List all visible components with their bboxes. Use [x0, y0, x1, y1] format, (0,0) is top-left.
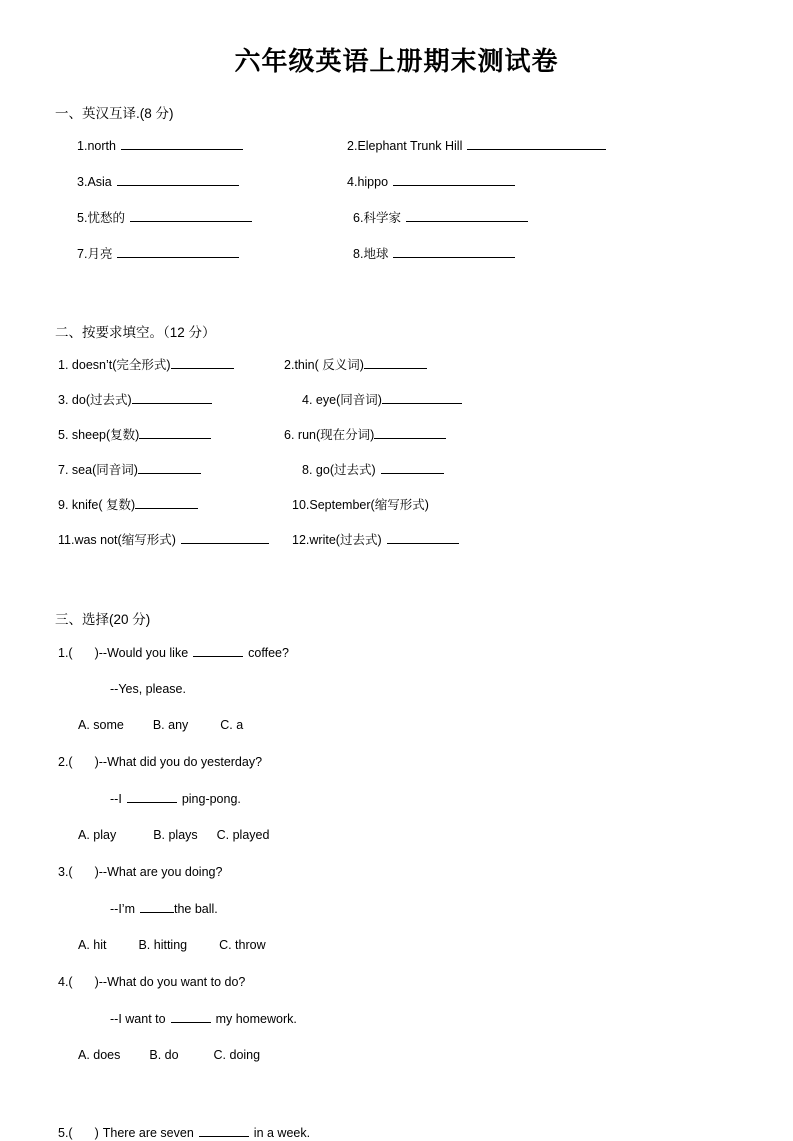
answer-paren[interactable]: ) — [94, 1125, 99, 1140]
section-heading-2: 二、按要求填空。（12 分） — [55, 324, 216, 340]
stem-text: --Would you like — [98, 645, 189, 660]
question-number: 5.( — [58, 1125, 73, 1140]
question-stem — [58, 755, 738, 770]
option-b[interactable]: B. plays — [153, 827, 198, 842]
item-text: run(现在分词) — [297, 428, 375, 443]
item-text: sea(同音词) — [71, 463, 138, 478]
section-2-word-form-items — [55, 341, 738, 548]
question-number: 2.( — [58, 754, 73, 769]
item-text: knife( 复数) — [71, 498, 136, 513]
word-form-item-12 — [284, 532, 738, 548]
translation-item-7 — [77, 246, 347, 262]
word-form-item-8 — [284, 462, 738, 478]
reply-text: --Yes, please. — [110, 681, 186, 696]
question-reply-line — [58, 1011, 738, 1027]
stem-text: --What do you want to do? — [98, 974, 246, 989]
item-text: was not(缩写形式) — [74, 533, 176, 548]
word-form-item-11 — [58, 532, 284, 548]
option-b[interactable]: B. hitting — [138, 937, 188, 952]
page-title: 六年级英语上册期末测试卷 — [234, 46, 559, 76]
answer-blank[interactable] — [140, 901, 174, 913]
option-a[interactable]: A. some — [78, 717, 124, 732]
answer-blank[interactable] — [374, 427, 446, 439]
word-form-row — [58, 462, 738, 478]
item-number: 11. — [58, 533, 75, 548]
answer-paren[interactable]: ) — [94, 974, 99, 989]
item-text: sheep(复数) — [71, 428, 140, 443]
question-stem — [58, 975, 738, 990]
item-text: go(过去式) — [315, 463, 376, 478]
answer-blank[interactable] — [127, 791, 177, 803]
question-number: 1.( — [58, 645, 73, 660]
stem-text: --What did you do yesterday? — [98, 754, 263, 769]
translation-row — [77, 210, 738, 226]
item-number: 2. — [347, 138, 358, 153]
word-form-item-5 — [58, 427, 284, 443]
reply-text-before: --I’m — [110, 901, 135, 916]
word-form-row — [58, 392, 738, 408]
question-options — [58, 938, 738, 953]
word-form-item-2 — [284, 357, 738, 373]
answer-blank[interactable] — [364, 357, 427, 369]
answer-blank[interactable] — [138, 462, 201, 474]
option-c[interactable]: C. played — [216, 827, 270, 842]
item-text: Asia — [87, 174, 112, 189]
question-options — [58, 1048, 738, 1063]
item-number: 10. — [292, 498, 310, 513]
word-form-row — [58, 427, 738, 443]
answer-blank[interactable] — [139, 427, 211, 439]
answer-paren[interactable]: ) — [94, 754, 99, 769]
question-stem — [58, 865, 738, 880]
answer-blank[interactable] — [381, 462, 444, 474]
answer-blank[interactable] — [171, 1011, 211, 1023]
reply-text-before: --I want to — [110, 1011, 166, 1026]
option-b[interactable]: B. any — [152, 717, 189, 732]
reply-text-after: ping-pong. — [181, 791, 241, 806]
stem-text-after: coffee? — [248, 645, 289, 660]
item-number: 8. — [353, 246, 364, 261]
stem-text: There are seven — [102, 1125, 194, 1140]
item-text: 科学家 — [363, 210, 401, 225]
item-number: 8. — [302, 463, 313, 478]
answer-blank[interactable] — [393, 246, 515, 258]
answer-blank[interactable] — [121, 138, 243, 150]
item-number: 5. — [77, 210, 88, 225]
answer-blank[interactable] — [181, 532, 269, 544]
question-reply-line — [58, 791, 738, 807]
item-number: 1. — [77, 138, 88, 153]
answer-blank[interactable] — [467, 138, 606, 150]
word-form-item-7 — [58, 462, 284, 478]
question-number: 4.( — [58, 974, 73, 989]
translation-item-1 — [77, 138, 347, 154]
answer-blank[interactable] — [171, 357, 234, 369]
section-heading-3: 三、选择(20 分) — [55, 612, 151, 628]
answer-blank[interactable] — [132, 392, 212, 404]
answer-blank[interactable] — [199, 1125, 249, 1137]
translation-item-2 — [347, 138, 738, 154]
item-text: thin( 反义词) — [294, 358, 364, 373]
translation-row — [77, 138, 738, 154]
item-number: 9. — [58, 498, 69, 513]
answer-blank[interactable] — [193, 645, 243, 657]
stem-text: --What are you doing? — [98, 864, 223, 879]
translation-item-8 — [347, 246, 738, 262]
reply-text-after: the ball. — [174, 901, 218, 916]
translation-row — [77, 174, 738, 190]
item-number: 7. — [58, 463, 69, 478]
item-number: 6. — [284, 428, 295, 443]
mcq-question-3 — [58, 865, 738, 953]
question-reply-line — [58, 682, 738, 697]
item-text: 忧愁的 — [87, 210, 125, 225]
question-options — [58, 828, 738, 843]
question-stem — [58, 645, 738, 661]
item-number: 4. — [302, 393, 313, 408]
option-c[interactable]: C. a — [220, 717, 244, 732]
item-number: 3. — [77, 174, 88, 189]
answer-blank[interactable] — [117, 246, 239, 258]
question-stem — [58, 1125, 738, 1141]
item-number: 1. — [58, 358, 69, 373]
reply-text-before: --I — [110, 791, 122, 806]
question-options — [58, 718, 738, 733]
mcq-question-5 — [58, 1125, 738, 1141]
word-form-item-4 — [284, 392, 738, 408]
answer-paren[interactable]: ) — [94, 645, 99, 660]
word-form-row — [58, 357, 738, 373]
word-form-item-1 — [58, 357, 284, 373]
word-form-item-9 — [58, 497, 284, 513]
item-text: 月亮 — [87, 246, 113, 261]
translation-item-3 — [77, 174, 347, 190]
item-number: 3. — [58, 393, 69, 408]
item-number: 2. — [284, 358, 295, 373]
mcq-question-2 — [58, 755, 738, 843]
item-number: 7. — [77, 246, 88, 261]
option-b[interactable]: B. do — [149, 1047, 179, 1062]
word-form-row — [58, 532, 738, 548]
word-form-item-3 — [58, 392, 284, 408]
option-a[interactable]: A. hit — [78, 937, 107, 952]
stem-text-after: in a week. — [253, 1125, 311, 1140]
word-form-item-6 — [284, 427, 738, 443]
option-a[interactable]: A. does — [78, 1047, 121, 1062]
item-text: doesn’t(完全形式) — [71, 358, 171, 373]
item-number: 5. — [58, 428, 69, 443]
answer-blank[interactable] — [387, 532, 459, 544]
item-text: do(过去式) — [71, 393, 132, 408]
answer-blank[interactable] — [135, 497, 198, 509]
word-form-item-10 — [284, 498, 738, 513]
answer-paren[interactable]: ) — [94, 864, 99, 879]
item-number: 4. — [347, 174, 358, 189]
item-number: 6. — [353, 210, 364, 225]
item-text: hippo — [357, 174, 389, 189]
answer-blank[interactable] — [382, 392, 462, 404]
spacer — [58, 1085, 738, 1125]
item-text: eye(同音词) — [315, 393, 382, 408]
item-text: Elephant Trunk Hill — [357, 138, 463, 153]
item-text: write(过去式) — [309, 533, 382, 548]
option-c[interactable]: C. throw — [219, 937, 266, 952]
section-heading-1: 一、英汉互译.(8 分) — [55, 106, 174, 122]
reply-text-after: my homework. — [215, 1011, 297, 1026]
translation-item-5 — [77, 210, 347, 226]
item-text: north — [87, 138, 116, 153]
item-text: September(缩写形式) — [309, 498, 429, 513]
answer-blank[interactable] — [130, 210, 252, 222]
option-c[interactable]: C. doing — [213, 1047, 261, 1062]
word-form-row — [58, 497, 738, 513]
section-1-translation-items — [55, 123, 738, 262]
question-number: 3.( — [58, 864, 73, 879]
answer-blank[interactable] — [393, 174, 515, 186]
item-text: 地球 — [363, 246, 389, 261]
option-a[interactable]: A. play — [78, 827, 117, 842]
question-reply-line — [58, 901, 738, 917]
section-3-multiple-choice — [55, 629, 738, 1141]
answer-blank[interactable] — [117, 174, 239, 186]
answer-blank[interactable] — [406, 210, 528, 222]
mcq-question-4 — [58, 975, 738, 1063]
mcq-question-1 — [58, 645, 738, 733]
translation-item-6 — [347, 210, 738, 226]
item-number: 12. — [292, 533, 310, 548]
translation-item-4 — [347, 174, 738, 190]
translation-row — [77, 246, 738, 262]
